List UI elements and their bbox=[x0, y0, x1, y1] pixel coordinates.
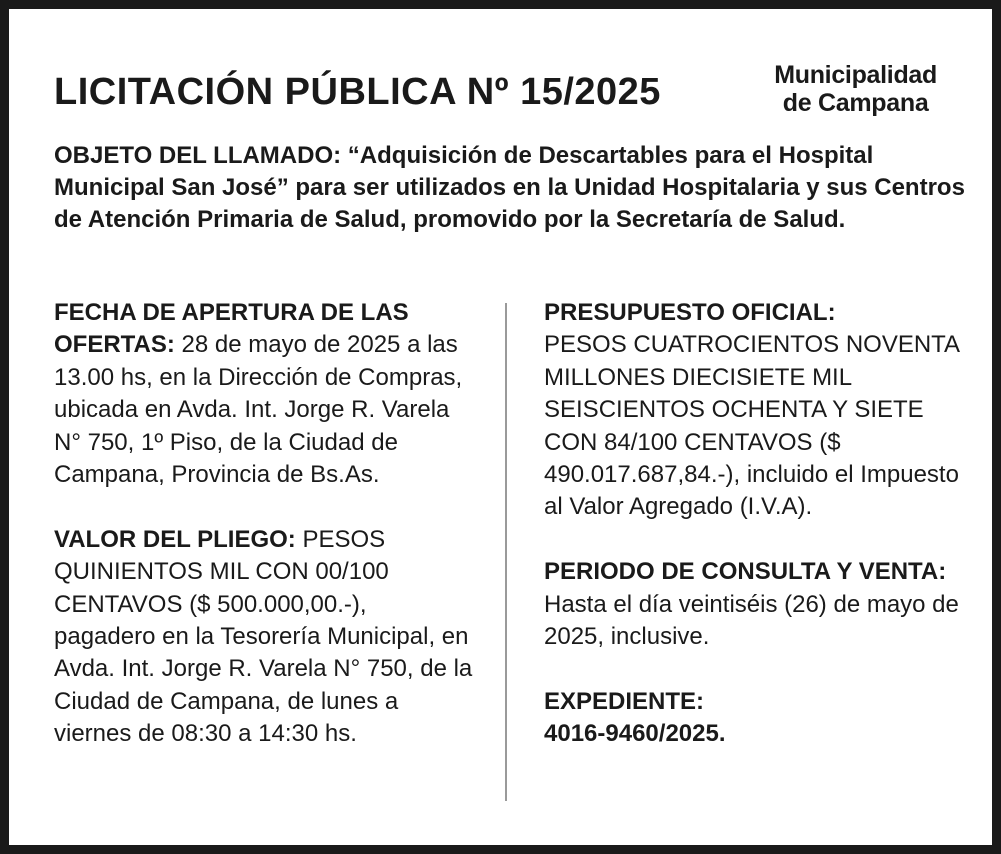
pliego-paragraph bbox=[54, 524, 474, 751]
presupuesto-label: PRESUPUESTO OFICIAL: bbox=[544, 299, 836, 326]
left-column bbox=[54, 297, 474, 783]
notice-title: LICITACIÓN PÚBLICA Nº 15/2025 bbox=[54, 71, 661, 113]
objeto-label: OBJETO DEL LLAMADO: bbox=[54, 142, 342, 169]
consulta-label: PERIODO DE CONSULTA Y VENTA: bbox=[544, 558, 947, 586]
presupuesto-text: PESOS CUATROCIENTOS NOVENTA MILLONES DIECISIETE MIL SEISCIENTOS OCHENTA Y SIETE CON 84/100 CENTAVOS ($ 490.017.687,84.-), incluido el Impuesto al Valor Agregado (I.V.A). bbox=[544, 331, 959, 521]
expediente-paragraph bbox=[544, 686, 974, 751]
consulta-text: Hasta el día veintiséis (26) de mayo de 2025, inclusive. bbox=[544, 590, 959, 651]
apertura-text: 28 de mayo de 2025 a las 13.00 hs, en la Dirección de Compras, ubicada en Avda. Int. Jorge R. Varela N° 750, 1º Piso, de la Ciudad de Campana, Provincia de Bs.As. bbox=[54, 331, 463, 489]
consulta-paragraph bbox=[544, 556, 974, 653]
pliego-text: PESOS QUINIENTOS MIL CON 00/100 CENTAVOS ($ 500.000,00.-), pagadero en la Tesorería Municipal, en Avda. Int. Jorge R. Varela N° 750, de la Ciudad de Campana, de lunes a viernes de 08:30 a 14:30 hs. bbox=[54, 525, 473, 748]
objeto-paragraph bbox=[54, 140, 969, 236]
objeto-text: “Adquisición de Descartables para el Hospital Municipal San José” para ser utilizados en la Unidad Hospitalaria y sus Centros de Atención Primaria de Salud, promovido por la Secretaría de Salud. bbox=[54, 142, 965, 233]
expediente-number: 4016-9460/2025. bbox=[544, 720, 726, 748]
expediente-label: EXPEDIENTE: bbox=[544, 687, 705, 715]
pliego-label: VALOR DEL PLIEGO: bbox=[54, 525, 296, 553]
column-divider bbox=[505, 303, 507, 801]
right-column bbox=[544, 297, 974, 783]
logo-line-1: Municipalidad bbox=[774, 61, 937, 89]
municipality-logo bbox=[774, 61, 937, 117]
presupuesto-paragraph bbox=[544, 297, 974, 524]
apertura-paragraph bbox=[54, 297, 474, 491]
apertura-label: FECHA DE APERTURA DE LAS OFERTAS: bbox=[54, 299, 409, 359]
logo-line-2: de Campana bbox=[782, 89, 929, 117]
